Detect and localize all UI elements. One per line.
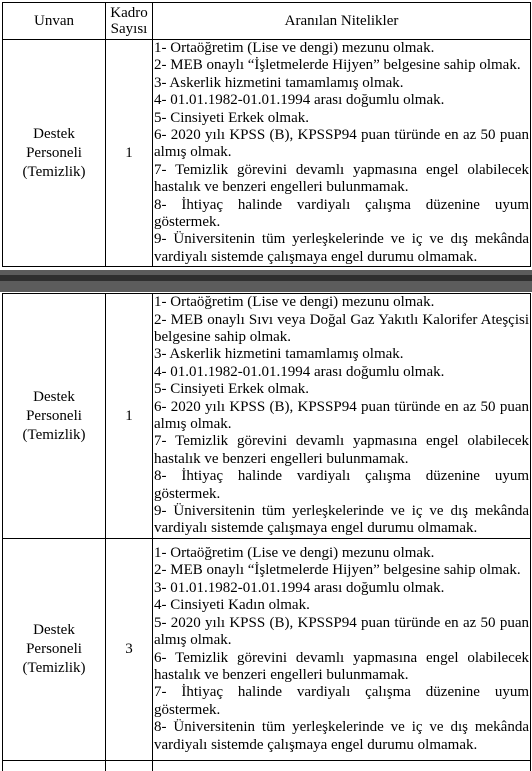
requirement-item: 4- Cinsiyeti Kadın olmak. [154, 597, 310, 614]
requirement-item: 8- Üniversitenin tüm yerleşkelerinde ve iç ve dış mekânda vardiyalı sistemde çalışmaya engel durumu olmamak. [154, 719, 529, 753]
requirement-item: 1- Ortaöğretim (Lise ve dengi) mezunu olmak. [154, 545, 435, 562]
unvan-line: Personeli [26, 144, 82, 161]
cell-divider [105, 761, 106, 771]
unvan-cell [3, 294, 106, 539]
requirement-item: 3- Askerlik hizmetini tamamlamış olmak. [154, 74, 404, 91]
requirement-item: 4- 01.01.1982-01.01.1994 arası doğumlu olmak. [154, 92, 445, 109]
cut-off-next-row [2, 760, 531, 771]
requirement-item: 7- Temizlik görevini devamlı yapmasına engel olabilecek hastalık ve benzeri engelleri bulunmamak. [154, 161, 529, 196]
unvan-line: (Temizlik) [22, 163, 86, 180]
unvan-cell [3, 40, 106, 267]
table-row [3, 294, 531, 539]
requirement-item: 7- İhtiyaç halinde vardiyalı çalışma düzenine uyum göstermek. [154, 684, 529, 718]
requirement-item: 2- MEB onaylı “İşletmelerde Hijyen” belgesine sahip olmak. [154, 57, 521, 74]
requirement-item: 9- Üniversitenin tüm yerleşkelerinde ve iç ve dış mekânda vardiyalı sistemde çalışmaya engel durumu olmamak. [154, 231, 529, 265]
requirement-item: 1- Ortaöğretim (Lise ve dengi) mezunu olmak. [154, 294, 435, 311]
requirement-item: 6- 2020 yılı KPSS (B), KPSSP94 puan türünde en az 50 puan almış olmak. [154, 127, 529, 161]
page-separator-bar [0, 270, 532, 292]
unvan-line: (Temizlik) [22, 426, 86, 443]
requirement-item: 5- Cinsiyeti Erkek olmak. [154, 109, 309, 126]
unvan-line: Personeli [26, 407, 82, 424]
requirement-item: 3- 01.01.1982-01.01.1994 arası doğumlu olmak. [154, 579, 445, 596]
table-header-row [3, 3, 531, 40]
table-row [3, 40, 531, 267]
requirement-item: 6- 2020 yılı KPSS (B), KPSSP94 puan türünde en az 50 puan almış olmak. [154, 398, 529, 432]
unvan-cell [3, 539, 106, 761]
requirements-cell [153, 539, 531, 761]
requirement-item: 2- MEB onaylı “İşletmelerde Hijyen” belgesine sahip olmak. [154, 562, 521, 579]
requirements-table-top [2, 2, 531, 267]
unvan-line: Destek [33, 125, 75, 142]
page-separator-stripe [0, 275, 532, 281]
requirements-table-bottom [2, 293, 531, 761]
requirement-item: 8- İhtiyaç halinde vardiyalı çalışma düzenine uyum göstermek. [154, 468, 529, 502]
requirement-item: 1- Ortaöğretim (Lise ve dengi) mezunu olmak. [154, 40, 435, 56]
table-row [3, 539, 531, 761]
kadro-cell: 1 [106, 294, 153, 539]
header-unvan: Unvan [3, 3, 106, 40]
header-kadro [106, 3, 153, 40]
header-kadro-line2: Sayısı [110, 21, 148, 37]
requirement-item: 9- Üniversitenin tüm yerleşkelerinde ve iç ve dış mekânda vardiyalı sistemde çalışmaya engel durumu olmamak. [154, 503, 529, 537]
cell-divider [530, 761, 531, 771]
kadro-cell: 1 [106, 40, 153, 267]
requirements-cell [153, 294, 531, 539]
requirements-cell [153, 40, 531, 267]
requirement-item: 5- 2020 yılı KPSS (B), KPSSP94 puan türünde en az 50 puan almış olmak. [154, 614, 529, 649]
header-kadro-line1: Kadro [110, 5, 148, 21]
requirement-item: 3- Askerlik hizmetini tamamlamış olmak. [154, 346, 404, 363]
unvan-line: Destek [33, 388, 75, 405]
unvan-line: Personeli [26, 641, 82, 657]
unvan-line: (Temizlik) [22, 660, 86, 676]
requirement-item: 5- Cinsiyeti Erkek olmak. [154, 381, 309, 398]
requirement-item: 6- Temizlik görevini devamlı yapmasına engel olabilecek hastalık ve benzeri engelleri bulunmamak. [154, 649, 529, 683]
requirement-item: 7- Temizlik görevini devamlı yapmasına engel olabilecek hastalık ve benzeri engelleri bulunmamak. [154, 433, 529, 467]
kadro-cell: 3 [106, 539, 153, 761]
header-nitelikler: Aranılan Nitelikler [153, 3, 531, 40]
cell-divider [2, 761, 3, 771]
unvan-line: Destek [33, 622, 75, 638]
requirement-item: 8- İhtiyaç halinde vardiyalı çalışma düzenine uyum göstermek. [154, 196, 529, 231]
requirement-item: 4- 01.01.1982-01.01.1994 arası doğumlu olmak. [154, 363, 445, 380]
requirement-item: 2- MEB onaylı Sıvı veya Doğal Gaz Yakıtlı Kalorifer Ateşçisi belgesine sahip olmak. [154, 311, 529, 345]
cell-divider [152, 761, 153, 771]
